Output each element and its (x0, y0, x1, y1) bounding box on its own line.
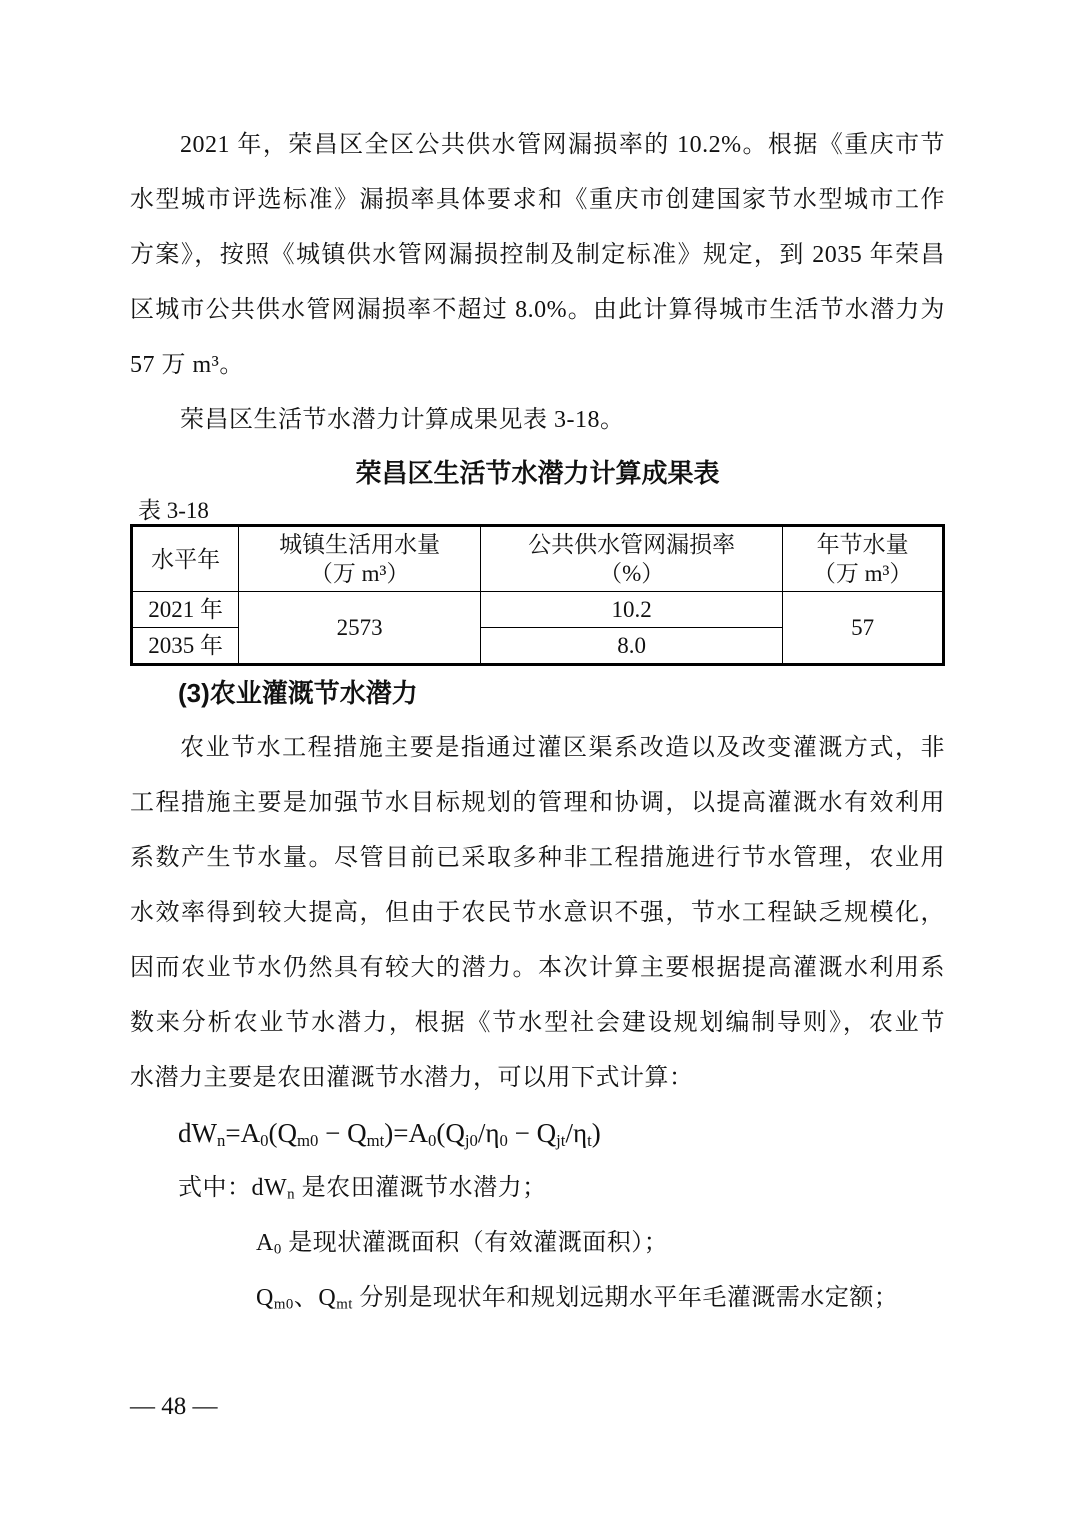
header-label: 城镇生活用水量 (279, 532, 441, 557)
paragraph-water-leak (130, 118, 945, 393)
data-table (130, 524, 945, 666)
formula-line: $dW_n=A_0(Q_{m0} - Q_{mt})=A_0(Q_{j0}/\eta_0 - Q_{jt}/\eta_t)$ (178, 1118, 601, 1151)
page-number: — 48 — (130, 1393, 218, 1420)
paragraph-line: 水效率得到较大提高，但由于农民节水意识不强，节水工程缺乏规模化， (130, 900, 945, 926)
paragraph-line: 因而农业节水仍然具有较大的潜力。本次计算主要根据提高灌溉水利用系 (130, 955, 945, 981)
paragraph-line: 水型城市评选标准》漏损率具体要求和《重庆市创建国家节水型城市工作 (130, 187, 945, 213)
header-unit: （%） (599, 561, 665, 586)
paragraph-line: 数来分析农业节水潜力，根据《节水型社会建设规划编制导则》，农业节 (130, 1010, 945, 1036)
paragraph-line: 水潜力主要是农田灌溉节水潜力，可以用下式计算： (130, 1065, 694, 1091)
header-label: 水平年 (151, 546, 221, 572)
formula-definition-line: 式中：$dW_n$ 是农田灌溉节水潜力； (178, 1175, 547, 1203)
table-cell-year-2021: 2021 年 (132, 592, 239, 628)
table-caption: 表 3-18 (138, 498, 209, 523)
table-title: 荣昌区生活节水潜力计算成果表 (355, 458, 720, 488)
paragraph-line: 57 万 m³。 (130, 352, 244, 378)
table-header-cell (783, 526, 944, 592)
table-header-cell (239, 526, 481, 592)
header-unit: （万 m³） (812, 561, 913, 586)
page-content (130, 0, 945, 1326)
table-row (132, 592, 944, 628)
table-header-cell (132, 526, 239, 592)
formula-definition-line: $Q_{m0}$、$Q_{mt}$ 分别是现状年和规划远期水平年毛灌溉需水定额； (256, 1285, 899, 1313)
paragraph-line: 2021 年，荣昌区全区公共供水管网漏损率的 10.2%。根据《重庆市节 (180, 132, 945, 158)
paragraph-agriculture (130, 721, 945, 1106)
top-margin (130, 0, 945, 118)
section-heading: (3)农业灌溉节水潜力 (178, 678, 418, 708)
table-header-row (132, 526, 944, 592)
header-label: 年节水量 (816, 532, 909, 557)
table-cell-leak-2035: 8.0 (481, 628, 783, 665)
paragraph-line: 系数产生节水量。尽管目前已采取多种非工程措施进行节水管理，农业用 (130, 845, 945, 871)
table-cell-year-2035: 2035 年 (132, 628, 239, 665)
table-cell-leak-2021: 10.2 (481, 592, 783, 628)
paragraph-line: 区城市公共供水管网漏损率不超过 8.0%。由此计算得城市生活节水潜力为 (130, 297, 945, 323)
table-cell-saving: 57 (783, 592, 944, 665)
paragraph-line: 工程措施主要是加强节水目标规划的管理和协调，以提高灌溉水有效利用 (130, 790, 945, 816)
formula-definition-line: $A_0$ 是现状灌溉面积（有效灌溉面积）； (256, 1230, 669, 1258)
table-cell-usage: 2573 (239, 592, 481, 665)
paragraph-line: 荣昌区生活节水潜力计算成果见表 3-18。 (180, 407, 625, 433)
paragraph-table-reference (130, 393, 945, 448)
paragraph-line: 方案》，按照《城镇供水管网漏损控制及制定标准》规定，到 2035 年荣昌 (130, 242, 945, 268)
header-unit: （万 m³） (309, 561, 410, 586)
header-label: 公共供水管网漏损率 (528, 532, 736, 557)
paragraph-line: 农业节水工程措施主要是指通过灌区渠系改造以及改变灌溉方式，非 (180, 735, 945, 761)
table-header-cell (481, 526, 783, 592)
